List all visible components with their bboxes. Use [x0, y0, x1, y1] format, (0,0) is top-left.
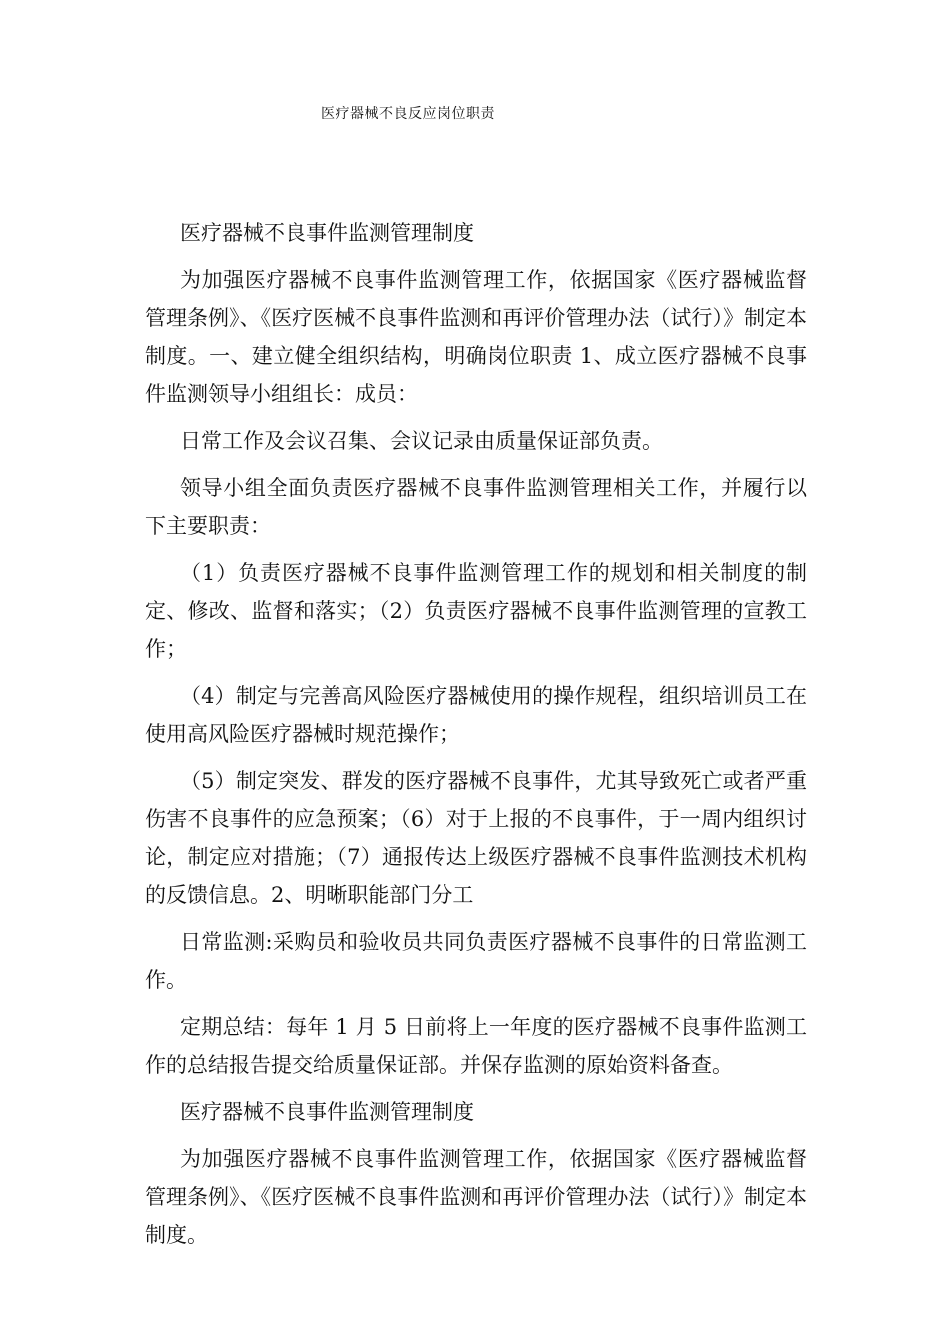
- paragraph: （4）制定与完善高风险医疗器械使用的操作规程，组织培训员工在使用高风险医疗器械时规范操作；: [145, 684, 807, 746]
- section-title: 医疗器械不良事件监测管理制度: [180, 221, 474, 245]
- document-body: [145, 214, 807, 1263]
- paragraph: 为加强医疗器械不良事件监测管理工作，依据国家《医疗器械监督管理条例》、《医疗医械不良事件监测和再评价管理办法（试行）》制定本制度。一、建立健全组织结构，明确岗位职责 1、成立医疗器械不良事件监测领导小组组长：成员：: [145, 268, 807, 406]
- paragraph: 定期总结：每年 1 月 5 日前将上一年度的医疗器械不良事件监测工作的总结报告提交给质量保证部。并保存监测的原始资料备查。: [145, 1015, 807, 1077]
- paragraph: （1）负责医疗器械不良事件监测管理工作的规划和相关制度的制定、修改、监督和落实；（2）负责医疗器械不良事件监测管理的宣教工作；: [145, 561, 807, 661]
- page-header: 医疗器械不良反应岗位职责: [321, 106, 495, 122]
- section-title: 医疗器械不良事件监测管理制度: [180, 1100, 474, 1124]
- paragraph: 日常工作及会议召集、会议记录由质量保证部负责。: [180, 429, 663, 453]
- paragraph: 领导小组全面负责医疗器械不良事件监测管理相关工作，并履行以下主要职责：: [145, 476, 807, 538]
- paragraph: 日常监测:采购员和验收员共同负责医疗器械不良事件的日常监测工作。: [145, 930, 807, 992]
- paragraph: 为加强医疗器械不良事件监测管理工作，依据国家《医疗器械监督管理条例》、《医疗医械不良事件监测和再评价管理办法（试行）》制定本制度。: [145, 1147, 807, 1247]
- paragraph: （5）制定突发、群发的医疗器械不良事件，尤其导致死亡或者严重伤害不良事件的应急预案；（6）对于上报的不良事件，于一周内组织讨论，制定应对措施；（7）通报传达上级医疗器械不良事件监测技术机构的反馈信息。2、明晰职能部门分工: [145, 769, 807, 907]
